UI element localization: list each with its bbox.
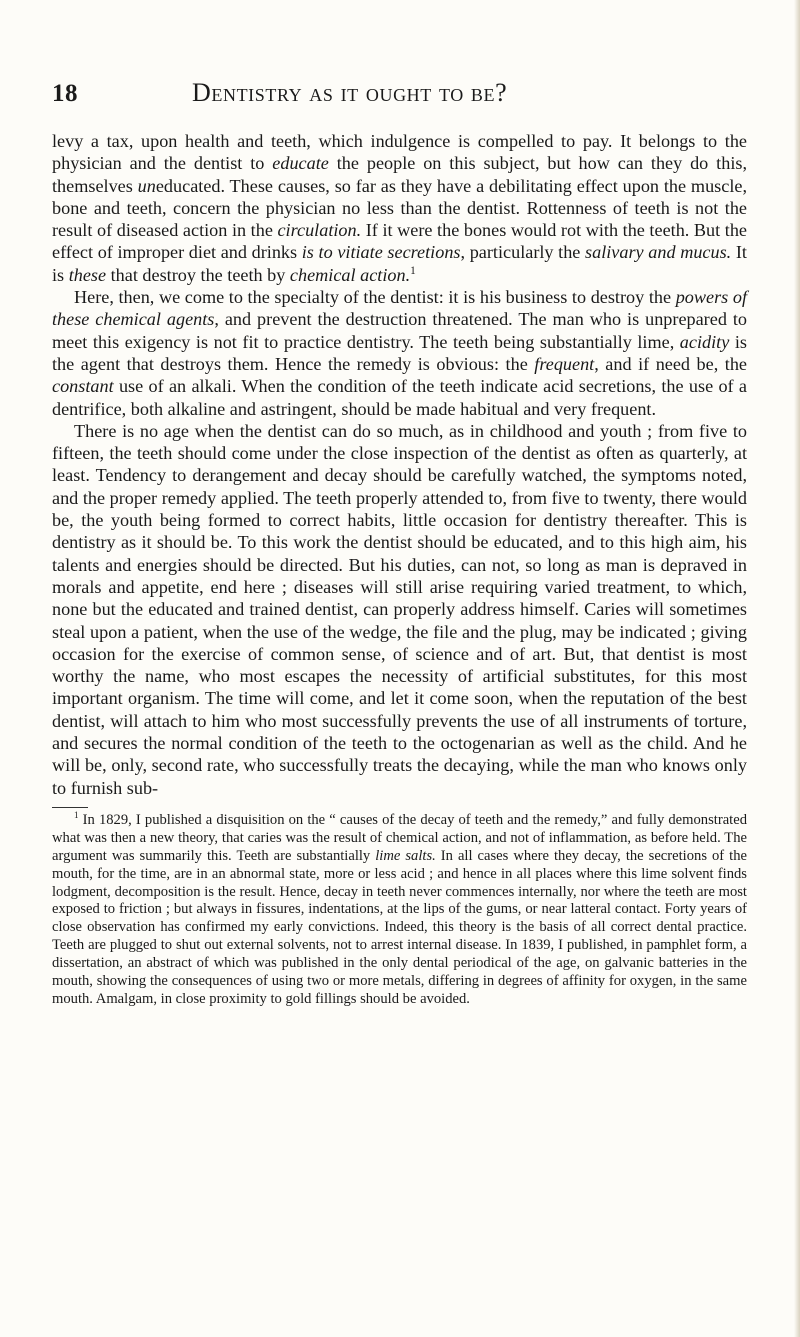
running-title: Dentistry as it ought to be?: [192, 78, 508, 107]
book-page: [52, 78, 747, 1009]
page-number: 18: [52, 80, 78, 107]
paragraph-2: Here, then, we come to the specialty of the dentist: it is his business to destroy the powers of these chemical agents, and prevent the destruction threatened. The man who is unprepared to meet this exigency is not fit to practice dentistry. The teeth being substantially lime, acidity is the agent that destroys them. Hence the remedy is obvious: the frequent, and if need be, the constant use of an alkali. When the condition of the teeth indicate acid secretions, the use of a dentrifice, both alkaline and astringent, should be made habitual and very frequent.: [52, 287, 747, 419]
footnote: $^1$ In 1829, I published a disquisition on the “ causes of the decay of teeth and the remedy,” and fully demonstrated what was then a new theory, that caries was the result of chemical action, and not of inflammation, as before held. The argument was summarily this. Teeth are substantially lime salts. In all cases where they decay, the secretions of the mouth, for the time, are in an abnormal state, more or less acid ; and hence in all places where this lime solvent finds lodgment, decomposition is the result. Hence, decay in teeth never commences internally, nor where the teeth are most exposed to friction ; but always in fissures, indentations, at the lips of the gums, or near latteral contact. Forty years of close observation has confirmed my early convictions. Indeed, this theory is the basis of all correct dental practice. Teeth are plugged to shut out external solvents, not to arrest internal disease. In 1839, I published, in pamphlet form, a dissertation, an abstract of which was published in the only dental periodical of the age, on galvanic batteries in the mouth, showing the consequences of using two or more metals, differing in degrees of affinity for oxygen, in the same mouth. Amalgam, in close proximity to gold fillings should be avoided.: [52, 810, 747, 1007]
paragraph-1: levy a tax, upon health and teeth, which indulgence is compelled to pay. It belongs to the physician and the dentist to educate the people on this subject, but how can they do this, themselves uneducated. These causes, so far as they have a debilitating effect upon the muscle, bone and teeth, concern the physician no less than the dentist. Rottenness of teeth is not the result of diseased action in the circulation. If it were the bones would rot with the teeth. But the effect of improper diet and drinks is to vitiate secretions, particularly the salivary and mucus. It is these that destroy the teeth by chemical action.$^1$: [52, 131, 747, 285]
body-text: [52, 130, 747, 799]
page-header: [52, 78, 747, 116]
footnote-marker: 1: [74, 810, 79, 821]
footnote-divider: [52, 807, 88, 808]
page-edge-shadow: [794, 0, 800, 1337]
footnote-reference[interactable]: 1: [410, 264, 416, 277]
paragraph-3: There is no age when the dentist can do so much, as in childhood and youth ; from five to fifteen, the teeth should come under the close inspection of the dentist as often as quarterly, at least. Tendency to derangement and decay should be carefully watched, the symptoms noted, and the proper remedy applied. The teeth properly attended to, from five to twenty, there would be, the youth being formed to correct habits, little occasion for dentistry thereafter. This is dentistry as it should be. To this work the dentist should be educated, and to this high aim, his talents and energies should be directed. But his duties, can not, so long as man is depraved in morals and appetite, end here ; diseases will still arise requiring varied treatment, to which, none but the educated and trained dentist, can properly address himself. Caries will sometimes steal upon a patient, when the use of the wedge, the file and the plug, may be indicated ; giving occasion for the exercise of common sense, of science and of art. But, that dentist is most worthy the name, who most escapes the necessity of artificial substitutes, for this most important organism. The time will come, and let it come soon, when the reputation of the best dentist, will attach to him who most successfully prevents the use of all instruments of torture, and secures the normal condition of the teeth to the octogenarian as well as the child. And he will be, only, second rate, who successfully treats the decaying, while the man who knows only to furnish sub-: [52, 420, 747, 798]
